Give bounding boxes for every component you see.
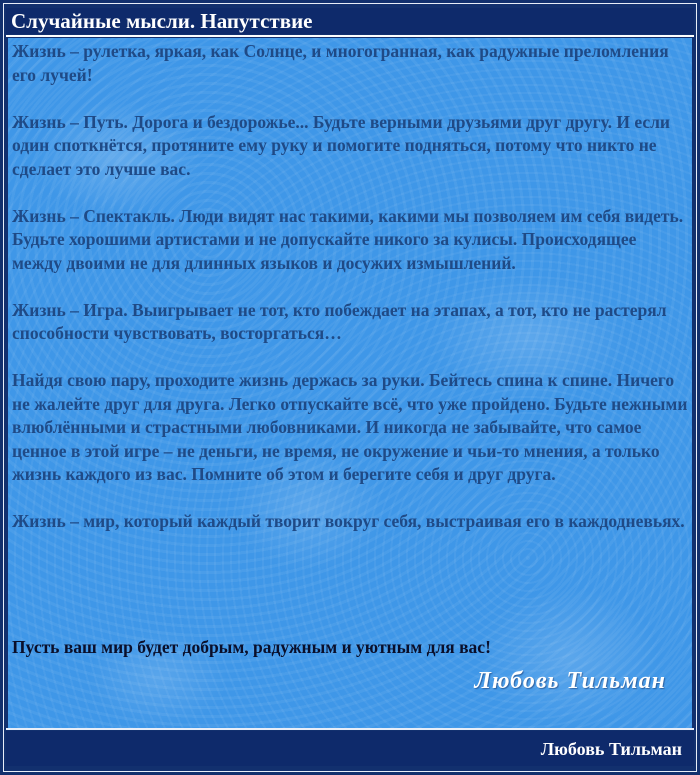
paragraph-roulette: Жизнь – рулетка, яркая, как Солнце, и многогранная, как радужные преломления его лучей! <box>12 41 669 85</box>
paragraph-pair: Найдя свою пару, проходите жизнь держась за руки. Бейтесь спина к спине. Ничего не жалейте друг для друга. Легко отпускайте всё, что уже пройдено. Будьте нежными влюблёнными и страстными любовниками. И никогда не забывайте, что самое ценное в этой игре – не деньги, не время, не окружение и чьи-то мнения, а только жизнь каждого из вас. Помните об этом и берегите себя и друг друга. <box>12 370 688 484</box>
page-title: Случайные мысли. Напутствие <box>11 9 313 33</box>
content-panel <box>8 38 692 728</box>
footer-divider <box>6 728 694 730</box>
paragraph-game: Жизнь – Игра. Выигрывает не тот, кто побеждает на этапах, а тот, кто не растерял способности чувствовать, восторгаться… <box>12 299 667 343</box>
author-signature: Любовь Тильман <box>474 668 666 694</box>
paragraph-performance: Жизнь – Спектакль. Люди видят нас такими, какими мы позволяем им себя видеть. Будьте хорошими артистами и не допускайте никого за кулисы. Происходящее между двоими не для длинных языков и досужих измышлений. <box>12 205 684 273</box>
paragraph-path: Жизнь – Путь. Дорога и бездорожье... Будьте верными друзьями друг другу. И если один споткнётся, протяните ему руку и помогите подняться, потому что никто не сделает это лучше вас. <box>12 111 671 179</box>
title-divider <box>6 35 694 37</box>
poem-body <box>12 40 690 557</box>
title-bar <box>6 8 694 34</box>
paragraph-world: Жизнь – мир, который каждый творит вокруг себя, выстраивая его в каждодневьях. <box>12 511 685 531</box>
footer-bar <box>6 731 694 766</box>
closing-wish: Пусть ваш мир будет добрым, радужным и уютным для вас! <box>12 637 491 657</box>
footer-author-name: Любовь Тильман <box>540 739 682 759</box>
